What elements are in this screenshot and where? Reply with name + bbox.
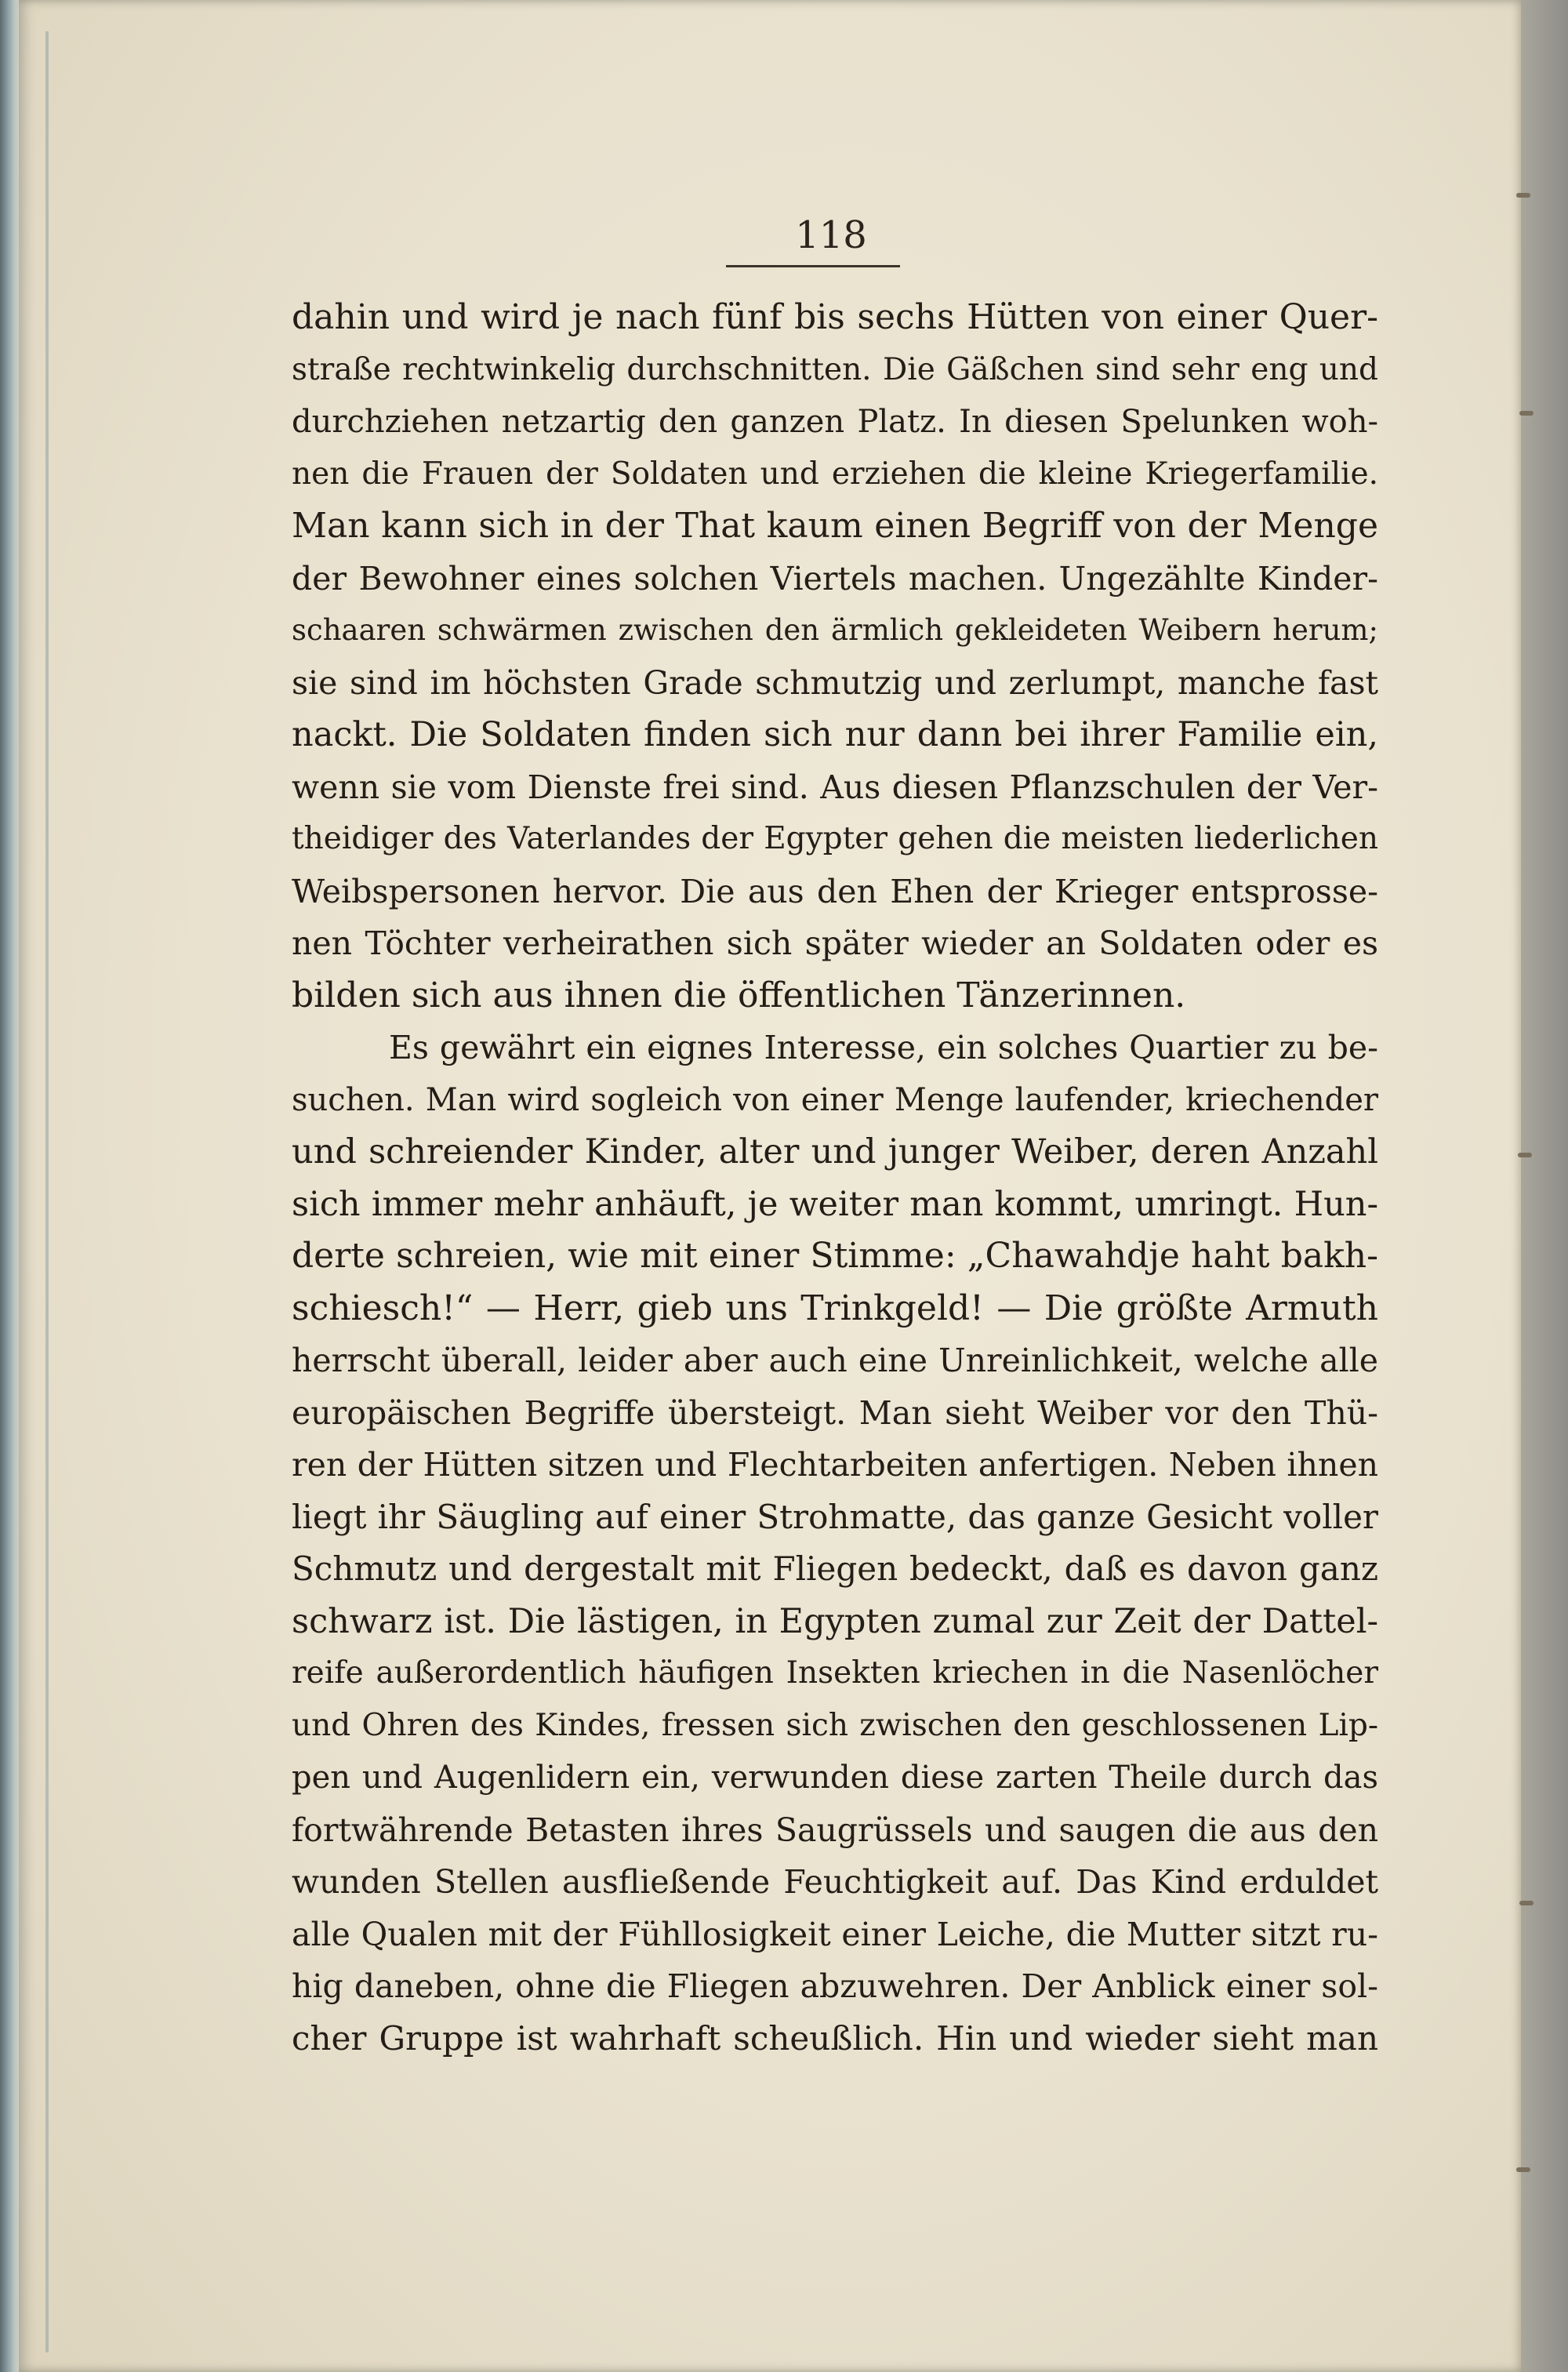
- binding-thread-mark: [1518, 1153, 1532, 1157]
- text-line: dahin und wird je nach fünf bis sechs Hütten von einer Quer-: [292, 297, 1378, 337]
- text-line: sie sind im höchsten Grade schmutzig und zerlumpt, manche fast: [292, 663, 1378, 702]
- text-line: reife außerordentlich häufigen Insekten kriechen in die Nasenlöcher: [292, 1655, 1378, 1691]
- text-line: europäischen Begriffe übersteigt. Man sieht Weiber vor den Thü-: [292, 1393, 1378, 1432]
- text-line: cher Gruppe ist wahrhaft scheußlich. Hin und wieder sieht man: [292, 2018, 1378, 2058]
- header-rule: [726, 265, 900, 267]
- gutter-line: [45, 31, 49, 2352]
- text-line: schwarz ist. Die lästigen, in Egypten zumal zur Zeit der Dattel-: [292, 1601, 1378, 1641]
- text-line: sich immer mehr anhäuft, je weiter man kommt, umringt. Hun-: [292, 1184, 1378, 1224]
- scan-backdrop: [1521, 0, 1568, 2372]
- text-line: hig daneben, ohne die Fliegen abzuwehren. Der Anblick einer sol-: [292, 1967, 1378, 2005]
- text-line: nen die Frauen der Soldaten und erziehen die kleine Kriegerfamilie.: [292, 456, 1378, 492]
- body-text: [292, 292, 1378, 2065]
- text-line: pen und Augenlidern ein, verwunden diese zarten Theile durch das: [292, 1760, 1378, 1796]
- text-line: fortwährende Betasten ihres Saugrüssels und saugen die aus den: [292, 1811, 1378, 1849]
- text-line: schaaren schwärmen zwischen den ärmlich gekleideten Weibern herum;: [292, 613, 1378, 647]
- text-line: theidiger des Vaterlandes der Egypter gehen die meisten liederlichen: [292, 821, 1378, 856]
- text-line: straße rechtwinkelig durchschnitten. Die Gäßchen sind sehr eng und: [292, 351, 1378, 387]
- binding-thread-mark: [1519, 1901, 1534, 1905]
- text-line: Es gewährt ein eignes Interesse, ein solches Quartier zu be-: [389, 1029, 1378, 1066]
- text-line: derte schreien, wie mit einer Stimme: „Chawahdje haht bakh-: [292, 1236, 1378, 1276]
- text-line: ren der Hütten sitzen und Flechtarbeiten anfertigen. Neben ihnen: [292, 1446, 1378, 1484]
- text-line: suchen. Man wird sogleich von einer Menge laufender, kriechender: [292, 1081, 1378, 1118]
- text-line: alle Qualen mit der Fühllosigkeit einer Leiche, die Mutter sitzt ru-: [292, 1915, 1378, 1953]
- text-line: durchziehen netzartig den ganzen Platz. In diesen Spelunken woh-: [292, 404, 1378, 440]
- binding-thread-mark: [1516, 2167, 1530, 2172]
- text-line: Man kann sich in der That kaum einen Begriff von der Menge: [292, 506, 1378, 546]
- text-line: bilden sich aus ihnen die öffentlichen Tänzerinnen.: [292, 975, 1186, 1015]
- text-line: Weibspersonen hervor. Die aus den Ehen der Krieger entsprosse-: [292, 872, 1378, 910]
- text-line: Schmutz und dergestalt mit Fliegen bedeckt, daß es davon ganz: [292, 1549, 1378, 1588]
- text-line: wunden Stellen ausfließende Feuchtigkeit auf. Das Kind erduldet: [292, 1863, 1378, 1901]
- text-line: und schreiender Kinder, alter und junger Weiber, deren Anzahl: [292, 1132, 1378, 1171]
- text-line: liegt ihr Säugling auf einer Strohmatte, das ganze Gesicht voller: [292, 1497, 1378, 1536]
- book-binding: [0, 0, 20, 2372]
- text-line: und Ohren des Kindes, fressen sich zwischen den geschlossenen Lip-: [292, 1707, 1378, 1743]
- text-line: nen Töchter verheirathen sich später wieder an Soldaten oder es: [292, 924, 1378, 962]
- page-number: 118: [795, 213, 867, 257]
- text-line: herrscht überall, leider aber auch eine Unreinlichkeit, welche alle: [292, 1342, 1378, 1379]
- binding-thread-mark: [1519, 411, 1534, 416]
- text-line: der Bewohner eines solchen Viertels machen. Ungezählte Kinder-: [292, 559, 1378, 598]
- text-line: schiesch!“ — Herr, gieb uns Trinkgeld! — Die größte Armuth: [292, 1288, 1378, 1328]
- text-line: nackt. Die Soldaten finden sich nur dann bei ihrer Familie ein,: [292, 715, 1378, 754]
- binding-thread-mark: [1516, 193, 1530, 198]
- text-line: wenn sie vom Dienste frei sind. Aus diesen Pflanzschulen der Ver-: [292, 768, 1378, 806]
